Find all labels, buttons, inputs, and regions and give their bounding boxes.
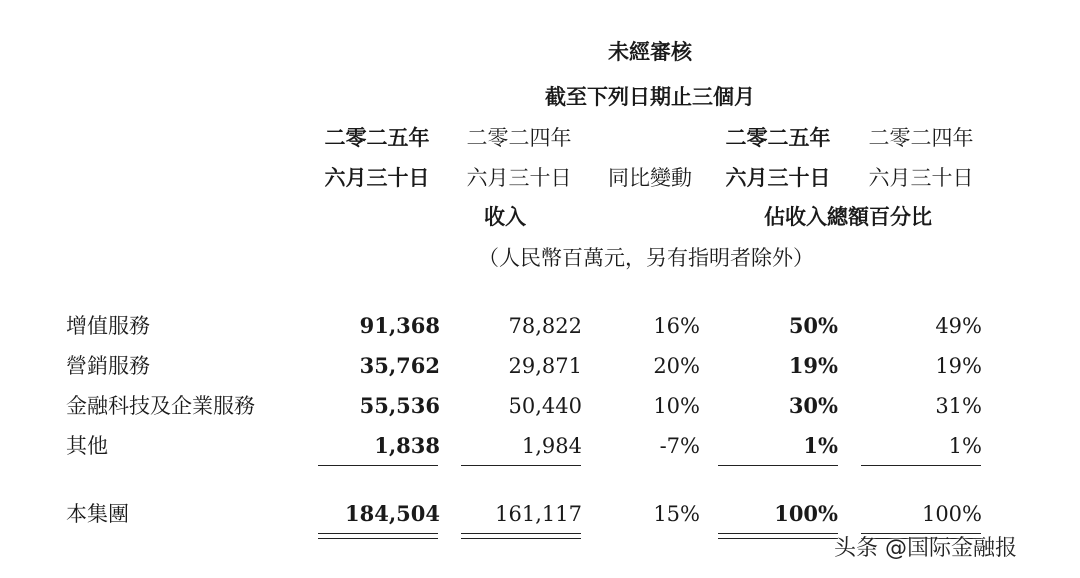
share-2024-value: 49% (935, 314, 982, 338)
total-double-rule-top (461, 533, 581, 534)
share-2024-value: 1% (948, 434, 982, 458)
revenue-2025-value: 91,368 (359, 313, 440, 338)
revenue-2025-value: 1,838 (374, 433, 440, 458)
share-2024-value: 31% (935, 394, 982, 418)
revenue-2025-value: 35,762 (359, 353, 440, 378)
share-2024-value: 19% (935, 354, 982, 378)
revenue-2025-value: 55,536 (359, 393, 440, 418)
total-share-2024: 100% (921, 502, 982, 526)
col-2025-year: 二零二五年 (324, 125, 430, 150)
col-pct-2025-year: 二零二五年 (725, 125, 831, 150)
total-yoy-change: 15% (653, 502, 700, 526)
col-2025-date: 六月三十日 (324, 165, 430, 190)
revenue-2024-value: 1,984 (521, 434, 582, 458)
col-pct-2025-date: 六月三十日 (725, 165, 831, 190)
share-2025-value: 19% (788, 353, 838, 378)
audit-status-heading: 未經審核 (608, 39, 692, 64)
total-double-rule-top (318, 533, 438, 534)
share-group-heading: 佔收入總額百分比 (764, 204, 932, 229)
row-label: 增值服務 (66, 314, 150, 338)
subtotal-rule (861, 465, 981, 466)
source-watermark: 头条 @国际金融报 (834, 536, 1017, 561)
col-yoy-change: 同比變動 (608, 166, 692, 190)
subtotal-rule (318, 465, 438, 466)
row-label: 營銷服務 (66, 354, 150, 378)
total-revenue-2025: 184,504 (345, 501, 440, 526)
share-2025-value: 50% (788, 313, 838, 338)
col-pct-2024-date: 六月三十日 (868, 166, 974, 190)
share-2025-value: 30% (788, 393, 838, 418)
subtotal-rule (718, 465, 838, 466)
total-double-rule-bottom (461, 538, 581, 539)
col-pct-2024-year: 二零二四年 (868, 126, 974, 150)
row-label: 其他 (66, 434, 108, 458)
col-2024-year: 二零二四年 (466, 126, 572, 150)
subtotal-rule (461, 465, 581, 466)
total-label: 本集團 (66, 502, 129, 526)
period-heading: 截至下列日期止三個月 (545, 84, 755, 109)
total-double-rule-bottom (718, 538, 838, 539)
total-share-2025: 100% (774, 501, 838, 526)
yoy-change-value: 10% (653, 394, 700, 418)
yoy-change-value: 16% (653, 314, 700, 338)
total-revenue-2024: 161,117 (495, 502, 582, 526)
yoy-change-value: -7% (659, 434, 700, 458)
revenue-2024-value: 50,440 (508, 394, 582, 418)
unit-note: （人民幣百萬元，另有指明者除外） (478, 246, 814, 270)
revenue-group-heading: 收入 (484, 204, 526, 229)
total-double-rule-bottom (318, 538, 438, 539)
share-2025-value: 1% (803, 433, 838, 458)
revenue-2024-value: 78,822 (508, 314, 582, 338)
yoy-change-value: 20% (653, 354, 700, 378)
total-double-rule-top (718, 533, 838, 534)
row-label: 金融科技及企業服務 (66, 394, 255, 418)
col-2024-date: 六月三十日 (466, 166, 572, 190)
revenue-2024-value: 29,871 (508, 354, 582, 378)
